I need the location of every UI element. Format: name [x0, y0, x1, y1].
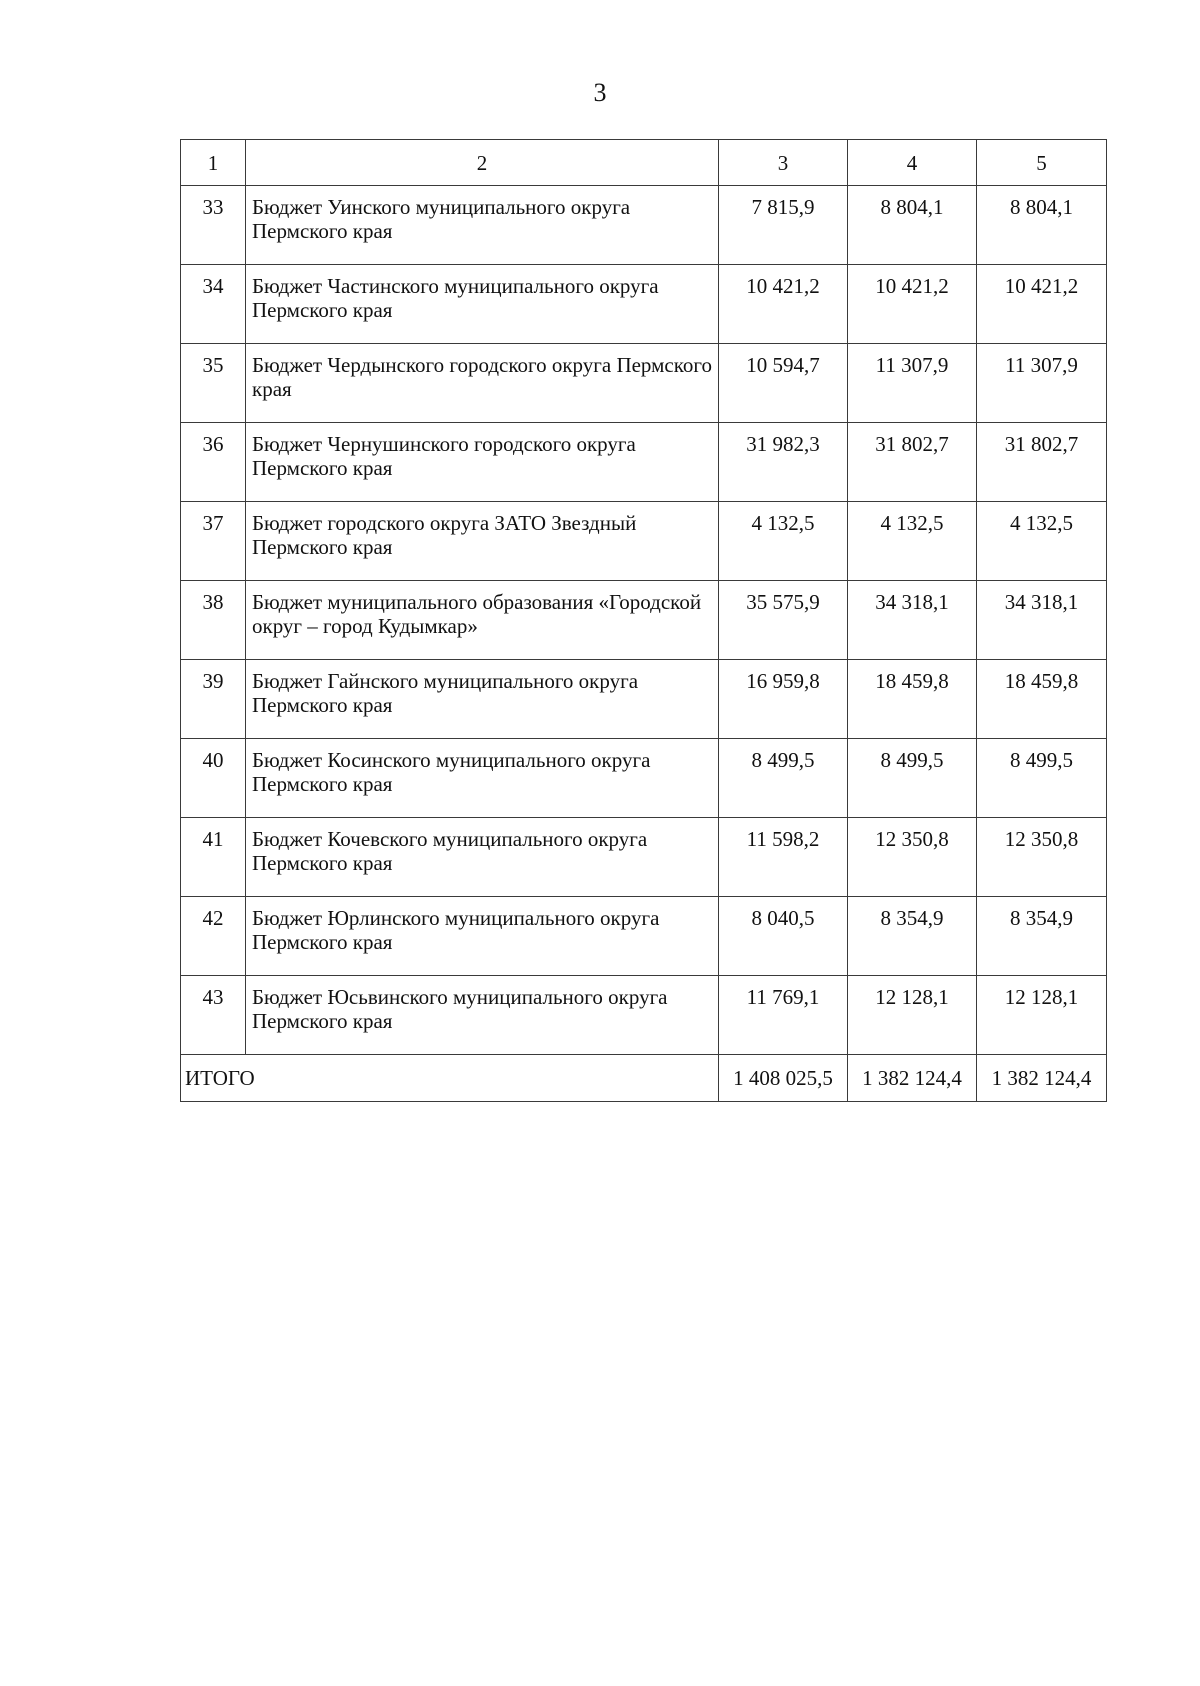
- value-col-3: 7 815,9: [719, 186, 848, 265]
- header-cell: 3: [719, 140, 848, 186]
- value-col-5: 4 132,5: [977, 502, 1107, 581]
- row-number: 43: [181, 976, 246, 1055]
- budget-name: Бюджет городского округа ЗАТО Звездный Пермского края: [246, 502, 719, 581]
- value-col-4: 4 132,5: [848, 502, 977, 581]
- budget-name: Бюджет Косинского муниципального округа Пермского края: [246, 739, 719, 818]
- value-col-4: 18 459,8: [848, 660, 977, 739]
- total-value-col-3: 1 408 025,5: [719, 1055, 848, 1102]
- table-row: [181, 265, 1107, 344]
- value-col-5: 12 128,1: [977, 976, 1107, 1055]
- value-col-5: 10 421,2: [977, 265, 1107, 344]
- value-col-4: 34 318,1: [848, 581, 977, 660]
- value-col-3: 16 959,8: [719, 660, 848, 739]
- table-row: [181, 897, 1107, 976]
- budget-name: Бюджет Юрлинского муниципального округа Пермского края: [246, 897, 719, 976]
- budget-name: Бюджет Юсьвинского муниципального округа Пермского края: [246, 976, 719, 1055]
- value-col-4: 8 804,1: [848, 186, 977, 265]
- value-col-4: 12 350,8: [848, 818, 977, 897]
- row-number: 33: [181, 186, 246, 265]
- value-col-3: 10 594,7: [719, 344, 848, 423]
- row-number: 35: [181, 344, 246, 423]
- value-col-3: 4 132,5: [719, 502, 848, 581]
- value-col-5: 11 307,9: [977, 344, 1107, 423]
- row-number: 34: [181, 265, 246, 344]
- value-col-4: 12 128,1: [848, 976, 977, 1055]
- table-row: [181, 186, 1107, 265]
- value-col-4: 8 354,9: [848, 897, 977, 976]
- value-col-4: 11 307,9: [848, 344, 977, 423]
- value-col-4: 10 421,2: [848, 265, 977, 344]
- value-col-5: 8 804,1: [977, 186, 1107, 265]
- table-row: [181, 502, 1107, 581]
- value-col-5: 34 318,1: [977, 581, 1107, 660]
- header-cell: 2: [246, 140, 719, 186]
- table-row: [181, 660, 1107, 739]
- table-row: [181, 423, 1107, 502]
- budget-name: Бюджет Кочевского муниципального округа Пермского края: [246, 818, 719, 897]
- value-col-5: 18 459,8: [977, 660, 1107, 739]
- value-col-4: 8 499,5: [848, 739, 977, 818]
- row-number: 37: [181, 502, 246, 581]
- row-number: 38: [181, 581, 246, 660]
- value-col-3: 10 421,2: [719, 265, 848, 344]
- table-row: [181, 344, 1107, 423]
- page-number: 3: [593, 78, 607, 107]
- budget-name: Бюджет Уинского муниципального округа Пермского края: [246, 186, 719, 265]
- total-value-col-4: 1 382 124,4: [848, 1055, 977, 1102]
- table-header-row: [181, 140, 1107, 186]
- budget-name: Бюджет Частинского муниципального округа Пермского края: [246, 265, 719, 344]
- budget-name: Бюджет Гайнского муниципального округа Пермского края: [246, 660, 719, 739]
- row-number: 39: [181, 660, 246, 739]
- value-col-3: 11 598,2: [719, 818, 848, 897]
- row-number: 42: [181, 897, 246, 976]
- row-number: 36: [181, 423, 246, 502]
- table-row: [181, 739, 1107, 818]
- budget-table: [180, 139, 1107, 1102]
- table-row: [181, 581, 1107, 660]
- header-cell: 1: [181, 140, 246, 186]
- total-value-col-5: 1 382 124,4: [977, 1055, 1107, 1102]
- header-cell: 5: [977, 140, 1107, 186]
- value-col-5: 12 350,8: [977, 818, 1107, 897]
- value-col-3: 31 982,3: [719, 423, 848, 502]
- header-cell: 4: [848, 140, 977, 186]
- budget-name: Бюджет Чернушинского городского округа Пермского края: [246, 423, 719, 502]
- value-col-5: 31 802,7: [977, 423, 1107, 502]
- row-number: 40: [181, 739, 246, 818]
- total-row: [181, 1055, 1107, 1102]
- value-col-4: 31 802,7: [848, 423, 977, 502]
- table-row: [181, 818, 1107, 897]
- budget-name: Бюджет Чердынского городского округа Пермского края: [246, 344, 719, 423]
- row-number: 41: [181, 818, 246, 897]
- total-label: ИТОГО: [181, 1055, 719, 1102]
- value-col-5: 8 499,5: [977, 739, 1107, 818]
- table-row: [181, 976, 1107, 1055]
- value-col-3: 35 575,9: [719, 581, 848, 660]
- value-col-5: 8 354,9: [977, 897, 1107, 976]
- value-col-3: 8 499,5: [719, 739, 848, 818]
- value-col-3: 8 040,5: [719, 897, 848, 976]
- value-col-3: 11 769,1: [719, 976, 848, 1055]
- budget-name: Бюджет муниципального образования «Городской округ – город Кудымкар»: [246, 581, 719, 660]
